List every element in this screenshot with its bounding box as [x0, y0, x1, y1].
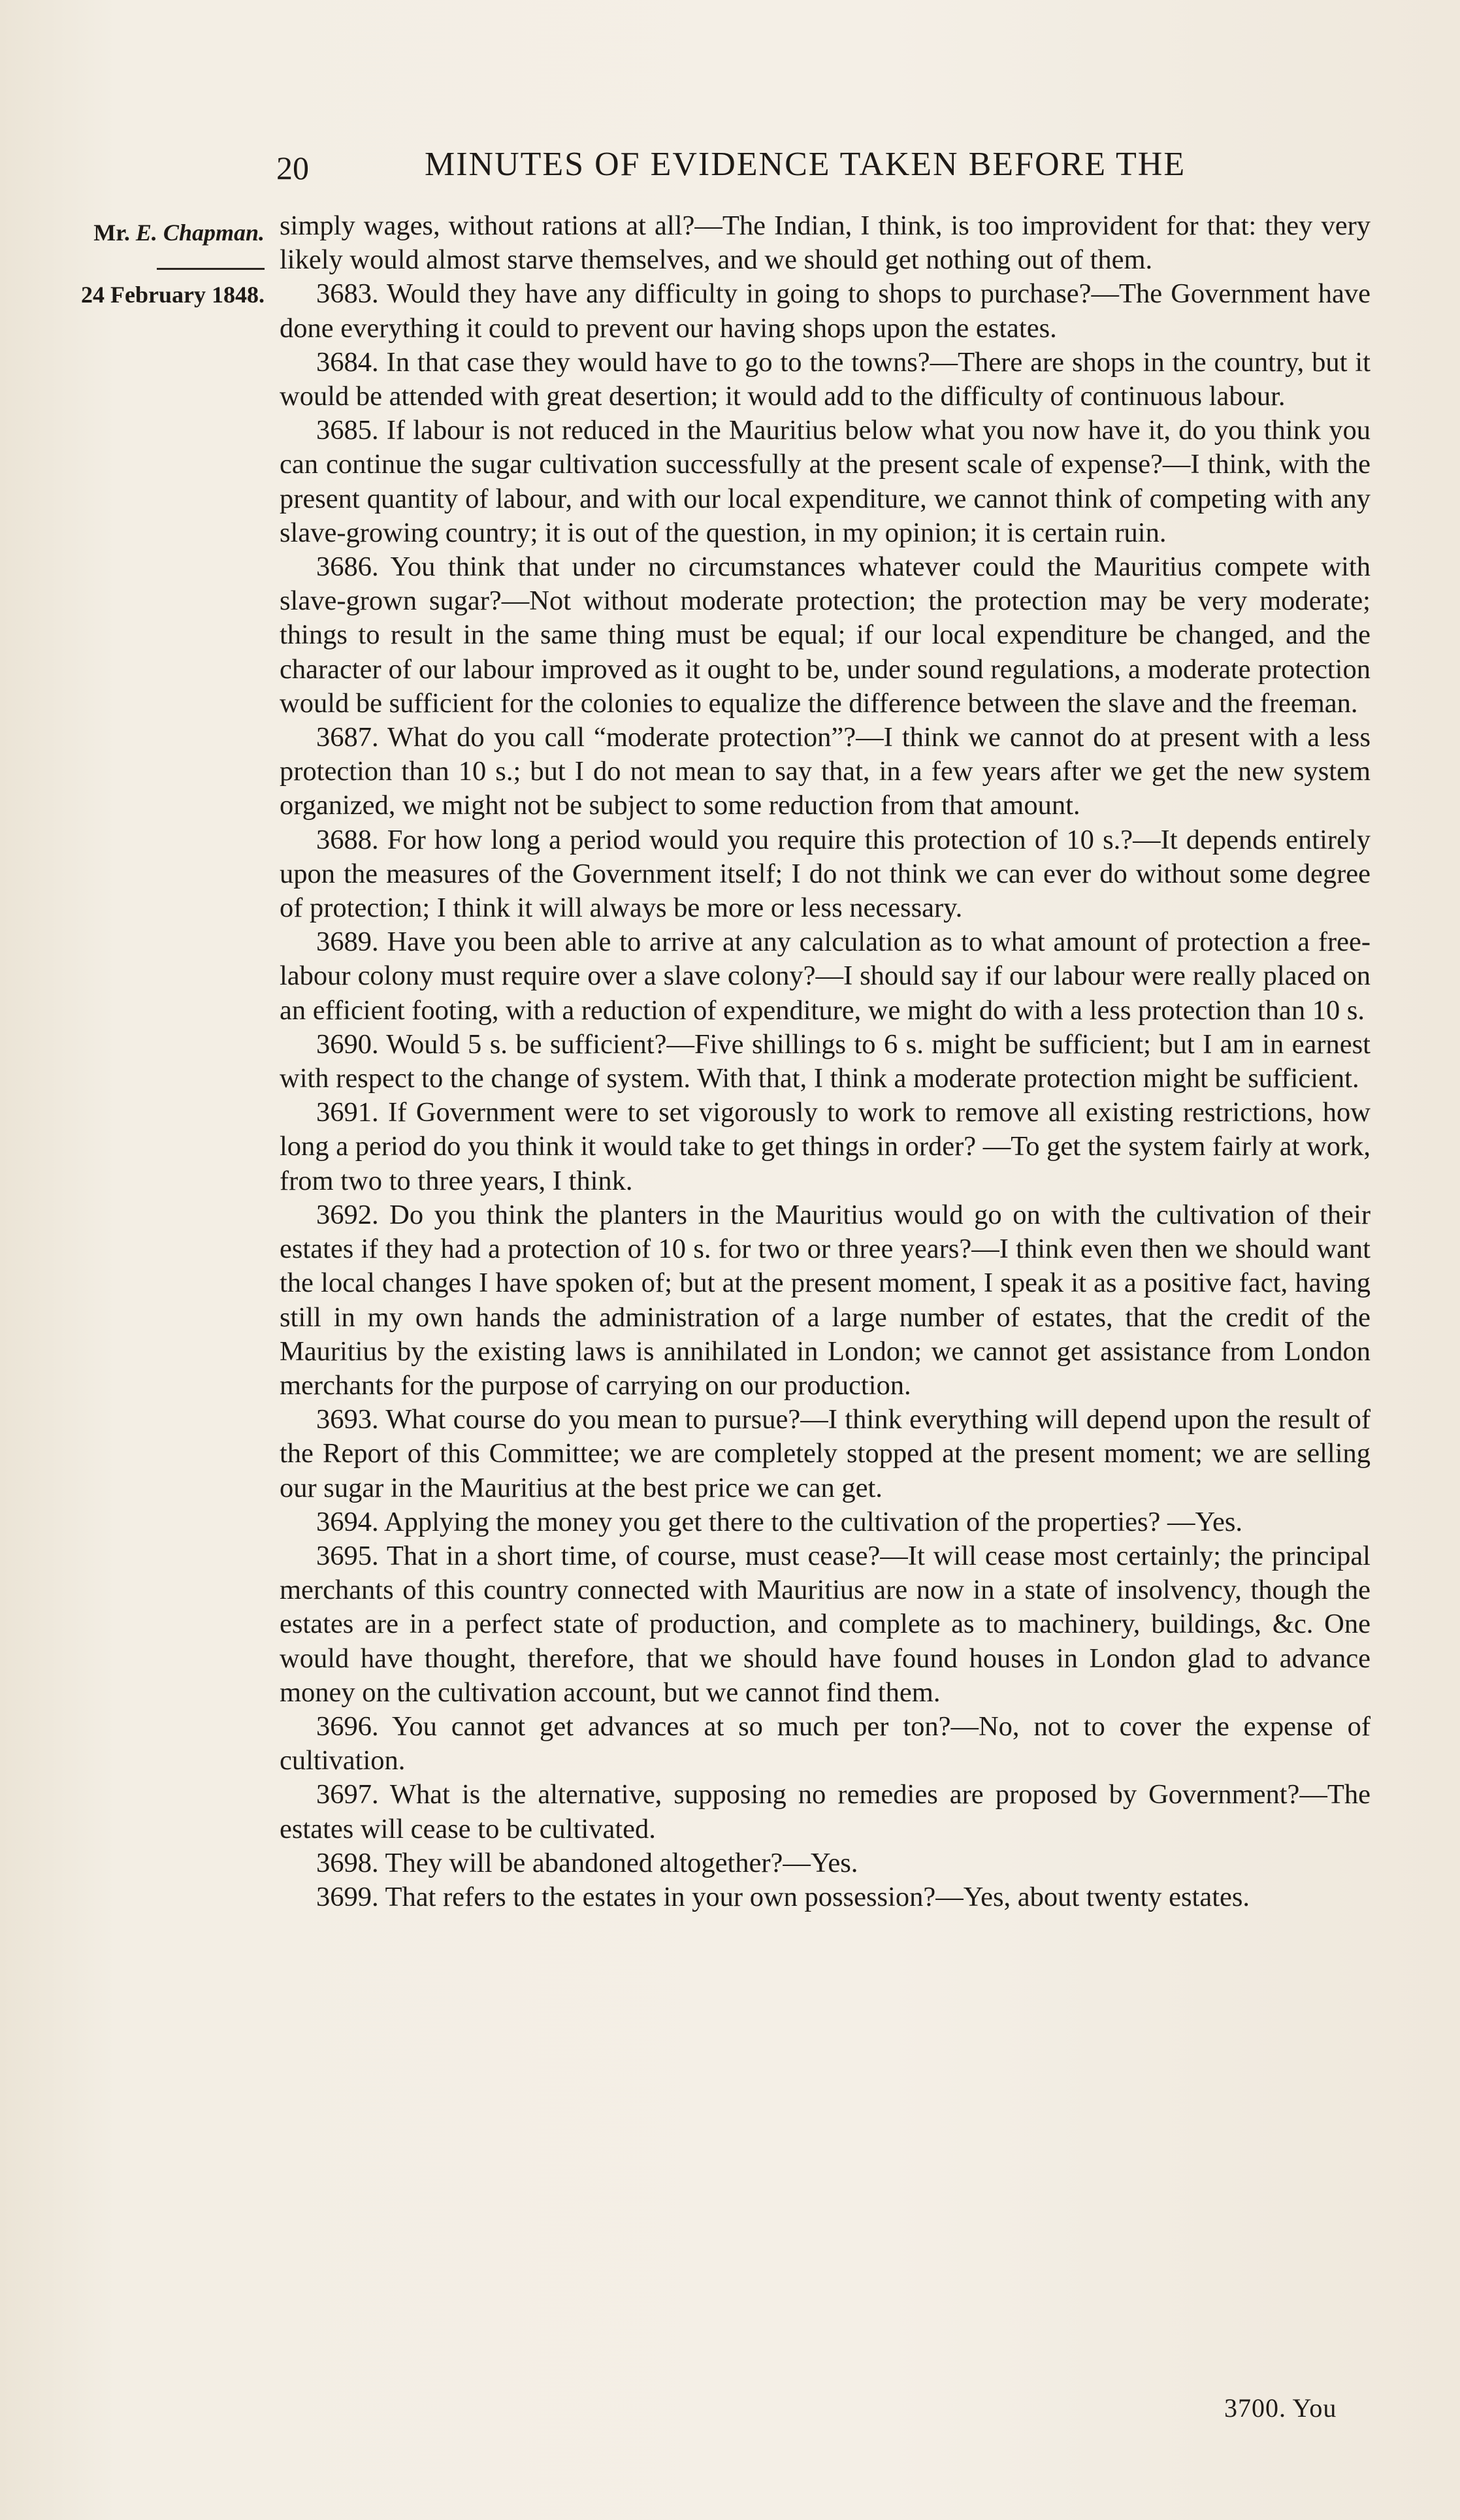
page-number: 20	[276, 150, 309, 186]
paragraph-3683: 3683. Would they have any difficulty in going to shops to purchase?—The Government have done everything it could to prevent our having shops upon the estates.	[280, 278, 1371, 344]
witness-prefix: Mr.	[93, 220, 136, 246]
paragraph-3696: 3696. You cannot get advances at so much per ton?—No, not to cover the expense of cultivation.	[280, 1710, 1371, 1776]
paragraph-3686: 3686. You think that under no circumstances whatever could the Mauritius compete with slave-grown sugar?—Not without moderate protection; the protection may be very moderate; things to result in the same thing must be equal; if our local expenditure be changed, and the character of our labour improved as it ought to be, under sound regulations, a moderate protection would be sufficient for the colonies to equalize the difference between the slave and the freeman.	[280, 551, 1371, 719]
catchword: 3700. You	[1224, 2393, 1337, 2423]
paragraph-3684: 3684. In that case they would have to go to the towns?—There are shops in the country, but it would be attended with great desertion; it would add to the difficulty of continuous labour.	[280, 346, 1371, 412]
evidence-body	[280, 209, 1371, 1914]
paragraph-3689: 3689. Have you been able to arrive at any calculation as to what amount of protection a free-labour colony must require over a slave colony?—I should say if our labour were really placed on an efficient footing, with a reduction of expenditure, we might do with a less protection than 10 s.	[280, 926, 1371, 1026]
paragraph-3691: 3691. If Government were to set vigorously to work to remove all existing restrictions, how long a period do you think it would take to get things in order? —To get the system fairly at work, from two to three years, I think.	[280, 1097, 1371, 1196]
paragraph-3690: 3690. Would 5 s. be sufficient?—Five shillings to 6 s. might be sufficient; but I am in earnest with respect to the change of system. With that, I think a moderate protection might be sufficient.	[280, 1028, 1371, 1094]
paragraph-3695: 3695. That in a short time, of course, must cease?—It will cease most certainly; the principal merchants of this country connected with Mauritius are now in a state of insolvency, though the estates are in a perfect state of production, and complete as to machinery, buildings, &c. One would have thought, therefore, that we should have found houses in London glad to advance money on the cultivation account, but we cannot find them.	[280, 1540, 1371, 1708]
margin-witness-name	[62, 219, 265, 246]
paragraph-3699: 3699. That refers to the estates in your own possession?—Yes, about twenty estates.	[316, 1881, 1250, 1912]
running-title: MINUTES OF EVIDENCE TAKEN BEFORE THE	[425, 146, 1186, 183]
paragraph-3687: 3687. What do you call “moderate protection”?—I think we cannot do at present with a less protection than 10 s.; but I do not mean to say that, in a few years after we get the new system organized, we might not be subject to some reduction from that amount.	[280, 722, 1371, 821]
margin-rule	[157, 268, 265, 270]
paragraph-3688: 3688. For how long a period would you require this protection of 10 s.?—It depends entirely upon the measures of the Government itself; I do not think we can ever do without some degree of protection; I think it will always be more or less necessary.	[280, 824, 1371, 924]
margin-date: 24 February 1848.	[81, 282, 265, 308]
paragraph-continuation: simply wages, without rations at all?—The Indian, I think, is too improvident for that: they very likely would almost starve themselves, and we should get nothing out of them.	[280, 210, 1371, 276]
paragraph-3692: 3692. Do you think the planters in the Mauritius would go on with the cultivation of their estates if they had a protection of 10 s. for two or three years?—I think even then we should want the local changes I have spoken of; but at the present moment, I speak it as a positive fact, having still in my own hands the administration of a large number of estates, that the credit of the Mauritius by the existing laws is annihilated in London; we cannot get assistance from London merchants for the purpose of carrying on our production.	[280, 1199, 1371, 1401]
paragraph-3685: 3685. If labour is not reduced in the Mauritius below what you now have it, do you think you can continue the sugar cultivation successfully at the present scale of expense?—I think, with the present quantity of labour, and with our local expenditure, we cannot think of competing with any slave-growing country; it is out of the question, in my opinion; it is certain ruin.	[280, 415, 1371, 548]
paragraph-3698: 3698. They will be abandoned altogether?—Yes.	[316, 1847, 858, 1878]
paragraph-3697: 3697. What is the alternative, supposing no remedies are proposed by Government?—The estates will cease to be cultivated.	[280, 1779, 1371, 1844]
paragraph-3693: 3693. What course do you mean to pursue?—I think everything will depend upon the result of the Report of this Committee; we are completely stopped at the present moment; we are selling our sugar in the Mauritius at the best price we can get.	[280, 1404, 1371, 1503]
paragraph-3694: 3694. Applying the money you get there to the cultivation of the properties? —Yes.	[316, 1506, 1243, 1537]
witness-name: E. Chapman.	[135, 220, 265, 246]
